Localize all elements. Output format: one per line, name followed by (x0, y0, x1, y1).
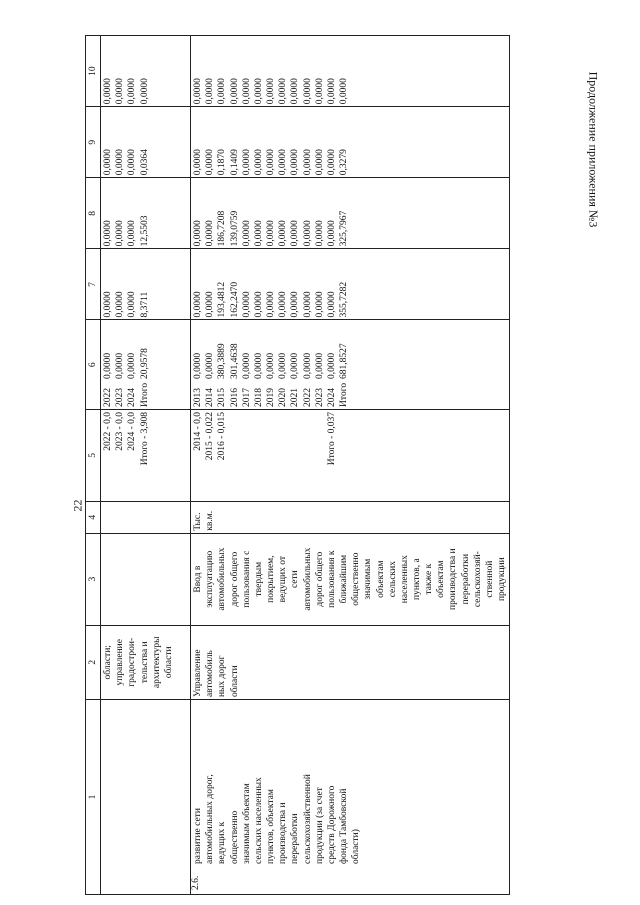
top-col8: 0,0000 0,0000 0,0000 12,5503 (101, 178, 191, 249)
row-2-6-col7: 0,0000 0,0000 193,4812 162,2470 0,0000 0,0000 0,0000 0,0000 0,0000 0,0000 0,0000 0,0000 355,7282 (191, 249, 510, 320)
page-number: 22 (70, 499, 85, 512)
top-col2: области; управление градострои- тельства и архитектуры области (101, 625, 191, 700)
col-header-8: 8 (86, 178, 101, 249)
table-row-top (101, 36, 191, 895)
row-2-6-col4: Тыс. кв.м. (191, 501, 510, 533)
top-col10: 0,0000 0,0000 0,0000 0,0000 (101, 36, 191, 107)
top-col5: 2022 - 0,0 2023 - 0,0 2024 - 0,0 Итого - 3,908 (101, 409, 191, 501)
row-2-6-col3: Ввод в эксплуатацию автомобильных дорог общего пользования с твердым покрытием, ведущих от сети автомобильных дорог общего пользования к ближайшим общественно значимым объектам сельских населенных пунктов, а также к объектам производства и переработки сельскохозяй- ственной продукции (191, 533, 510, 625)
row-2-6-col10: 0,0000 0,0000 0,0000 0,0000 0,0000 0,0000 0,0000 0,0000 0,0000 0,0000 0,0000 0,0000 0,0000 (191, 36, 510, 107)
top-col3 (101, 533, 191, 625)
col-header-5: 5 (86, 409, 101, 501)
row-2-6-col8: 0,0000 0,0000 186,7208 139,0759 0,0000 0,0000 0,0000 0,0000 0,0000 0,0000 0,0000 0,0000 325,7967 (191, 178, 510, 249)
col-header-2: 2 (86, 625, 101, 700)
top-col7: 0,0000 0,0000 0,0000 8,3711 (101, 249, 191, 320)
row-2-6-col5: 2014 - 0,0 2015 - 0,022 2016 - 0,015 Итого - 0,037 (191, 409, 510, 501)
col-header-7: 7 (86, 249, 101, 320)
top-col4 (101, 501, 191, 533)
col-header-9: 9 (86, 107, 101, 178)
top-col1 (101, 700, 191, 895)
col-header-1: 1 (86, 700, 101, 895)
col-header-4: 4 (86, 501, 101, 533)
rotated-table (85, 35, 615, 895)
table-row-2-6 (191, 36, 510, 895)
row-2-6-col6: 20130,0000 20140,0000 2015380,3889 2016301,4638 20170,0000 20180,0000 20190,0000 20200,0000 20210,0000 20220,0000 20230,0000 20240,0000 Итого681,8527 (191, 320, 510, 409)
row-number: 2.6. (191, 875, 202, 890)
row-2-6-col1: 2.6. развитие сети автомобильных дорог, ведущих к общественно значимым объектам сельских населенных пунктов, объектам производства и переработки сельскохозяйственной продукции (за счет средств Дорожного фонда Тамбовской области) (191, 700, 510, 895)
header-row (86, 36, 101, 895)
data-table (85, 35, 510, 895)
top-col9: 0,0000 0,0000 0,0000 0,0364 (101, 107, 191, 178)
col-header-6: 6 (86, 320, 101, 409)
row-2-6-col9: 0,0000 0,0000 0,1870 0,1409 0,0000 0,0000 0,0000 0,0000 0,0000 0,0000 0,0000 0,0000 0,3279 (191, 107, 510, 178)
row-2-6-col2: Управление автомобиль ных дорог области (191, 625, 510, 700)
col-header-10: 10 (86, 36, 101, 107)
continued-label: Продолжение приложения №3 (586, 71, 601, 228)
top-col6: 20220,0000 20230,0000 20240,0000 Итого20,9578 (101, 320, 191, 409)
col-header-3: 3 (86, 533, 101, 625)
